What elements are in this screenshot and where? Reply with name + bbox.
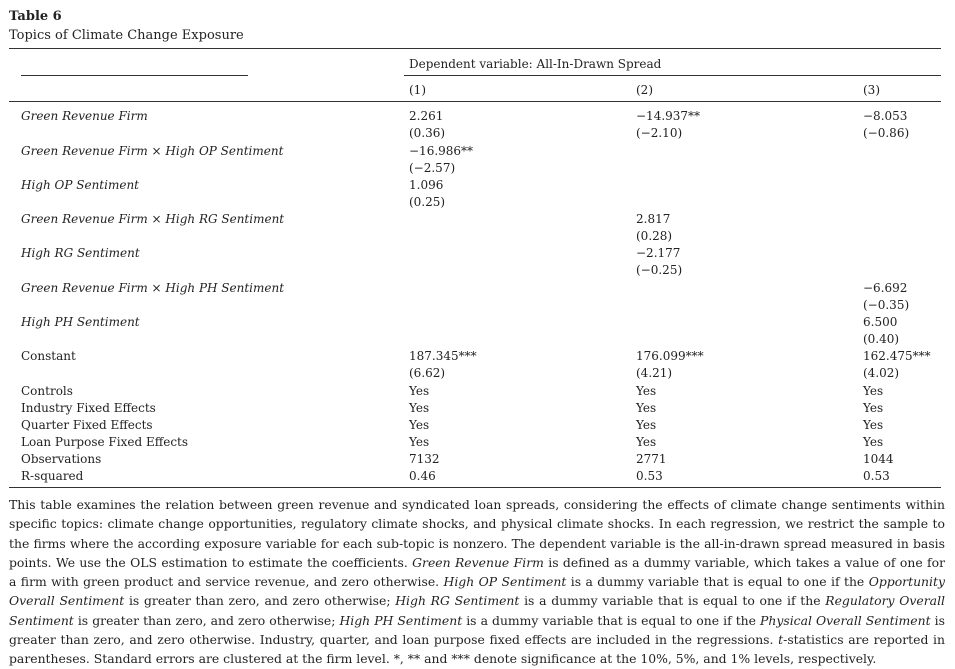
row-label: Green Revenue Firm × High OP Sentiment <box>21 144 284 158</box>
row-label: Green Revenue Firm × High RG Sentiment <box>21 212 285 226</box>
note-segment: High RG Sentiment <box>395 593 520 609</box>
stat-cell: Yes <box>863 384 884 398</box>
note-segment: is a dummy variable that is equal to one if the <box>462 612 761 628</box>
bottom-rule <box>9 487 941 488</box>
coefficient-cell: 2.817 <box>636 212 671 226</box>
stat-cell: 7132 <box>409 452 440 466</box>
t-stat-cell: (4.02) <box>863 366 900 380</box>
stat-cell: Yes <box>636 384 657 398</box>
note-segment: Opportunity Overall Sentiment <box>9 574 945 609</box>
row-label: High RG Sentiment <box>21 246 140 260</box>
note-segment: High OP Sentiment <box>443 574 567 590</box>
note-segment: Physical Overall Sentiment <box>760 612 931 628</box>
note-segment: Regulatory Overall Sentiment <box>9 593 945 628</box>
row-label: Observations <box>21 452 102 466</box>
row-label: Constant <box>21 349 76 363</box>
note-segment: Green Revenue Firm <box>412 554 544 570</box>
stat-cell: Yes <box>409 418 430 432</box>
note-segment: is a dummy variable that is equal to one if the <box>519 593 826 609</box>
row-label: Quarter Fixed Effects <box>21 418 153 432</box>
note-segment: t <box>778 632 784 648</box>
stub-rule <box>21 75 248 76</box>
coefficient-cell: 1.096 <box>409 178 444 192</box>
stat-cell: Yes <box>409 401 430 415</box>
note-segment: is greater than zero, and zero otherwise. Industry, quarter, and loan purpose fixed effects are included in the regressions. <box>9 612 945 648</box>
coefficient-cell: 187.345*** <box>409 349 477 363</box>
column-header-1: (1) <box>409 83 426 97</box>
row-label: High PH Sentiment <box>21 315 140 329</box>
table-title: Topics of Climate Change Exposure <box>9 28 244 43</box>
coefficient-cell: −2.177 <box>636 246 681 260</box>
stat-cell: Yes <box>863 418 884 432</box>
stat-cell: Yes <box>863 401 884 415</box>
coefficient-cell: −8.053 <box>863 109 908 123</box>
stat-cell: 1044 <box>863 452 894 466</box>
stat-cell: Yes <box>636 418 657 432</box>
coefficient-cell: 6.500 <box>863 315 898 329</box>
top-rule <box>9 48 941 49</box>
row-label: Green Revenue Firm × High PH Sentiment <box>21 281 285 295</box>
header-rule <box>9 101 941 102</box>
dependent-variable-header: Dependent variable: All-In-Drawn Spread <box>409 57 662 71</box>
t-stat-cell: (0.40) <box>863 332 900 346</box>
t-stat-cell: (−0.25) <box>636 263 683 277</box>
column-header-3: (3) <box>863 83 880 97</box>
stat-cell: Yes <box>636 435 657 449</box>
stat-cell: Yes <box>409 384 430 398</box>
t-stat-cell: (−2.57) <box>409 161 456 175</box>
note-segment: -statistics are reported in parentheses. Standard errors are clustered at the firm level. *, ** and *** denote significance at the 10%, 5%, and 1% levels, respectively. <box>9 632 945 667</box>
stat-cell: 0.53 <box>863 469 890 483</box>
table-label: Table 6 <box>9 9 62 24</box>
note-segment: is greater than zero, and zero otherwise; <box>124 593 396 609</box>
t-stat-cell: (−2.10) <box>636 126 683 140</box>
stat-cell: Yes <box>409 435 430 449</box>
table-note <box>9 495 945 669</box>
column-header-2: (2) <box>636 83 653 97</box>
note-segment: This table examines the relation between green revenue and syndicated loan spreads, considering the effects of climate change sentiments within specific topics: climate change opportunities, regulatory climate shocks, and physical climate shocks. In each regression, we restrict the sample to the firms where the according exposure variable for each sub-topic is nonzero. The dependent variable is the all-in-drawn spread measured in basis points. We use the OLS estimation to estimate the coefficients. <box>9 497 945 570</box>
coefficient-cell: 2.261 <box>409 109 444 123</box>
dep-var-rule <box>404 75 941 76</box>
stat-cell: Yes <box>636 401 657 415</box>
stat-cell: 2771 <box>636 452 667 466</box>
t-stat-cell: (0.25) <box>409 195 446 209</box>
t-stat-cell: (0.28) <box>636 229 673 243</box>
t-stat-cell: (4.21) <box>636 366 673 380</box>
stat-cell: Yes <box>863 435 884 449</box>
row-label: R-squared <box>21 469 84 483</box>
row-label: Controls <box>21 384 73 398</box>
note-segment: is greater than zero, and zero otherwise; <box>73 612 340 628</box>
coefficient-cell: 176.099*** <box>636 349 704 363</box>
row-label: Industry Fixed Effects <box>21 401 156 415</box>
coefficient-cell: −6.692 <box>863 281 908 295</box>
coefficient-cell: −14.937** <box>636 109 701 123</box>
t-stat-cell: (−0.86) <box>863 126 910 140</box>
row-label: Loan Purpose Fixed Effects <box>21 435 189 449</box>
note-segment: is a dummy variable that is equal to one if the <box>566 574 869 590</box>
t-stat-cell: (0.36) <box>409 126 446 140</box>
stat-cell: 0.53 <box>636 469 663 483</box>
coefficient-cell: −16.986** <box>409 144 474 158</box>
t-stat-cell: (−0.35) <box>863 298 910 312</box>
row-label: High OP Sentiment <box>21 178 139 192</box>
t-stat-cell: (6.62) <box>409 366 446 380</box>
row-label: Green Revenue Firm <box>21 109 148 123</box>
note-segment: High PH Sentiment <box>339 612 463 628</box>
stat-cell: 0.46 <box>409 469 436 483</box>
coefficient-cell: 162.475*** <box>863 349 931 363</box>
note-segment: is defined as a dummy variable, which takes a value of one for a firm with green product and service revenue, and zero otherwise. <box>9 554 945 590</box>
